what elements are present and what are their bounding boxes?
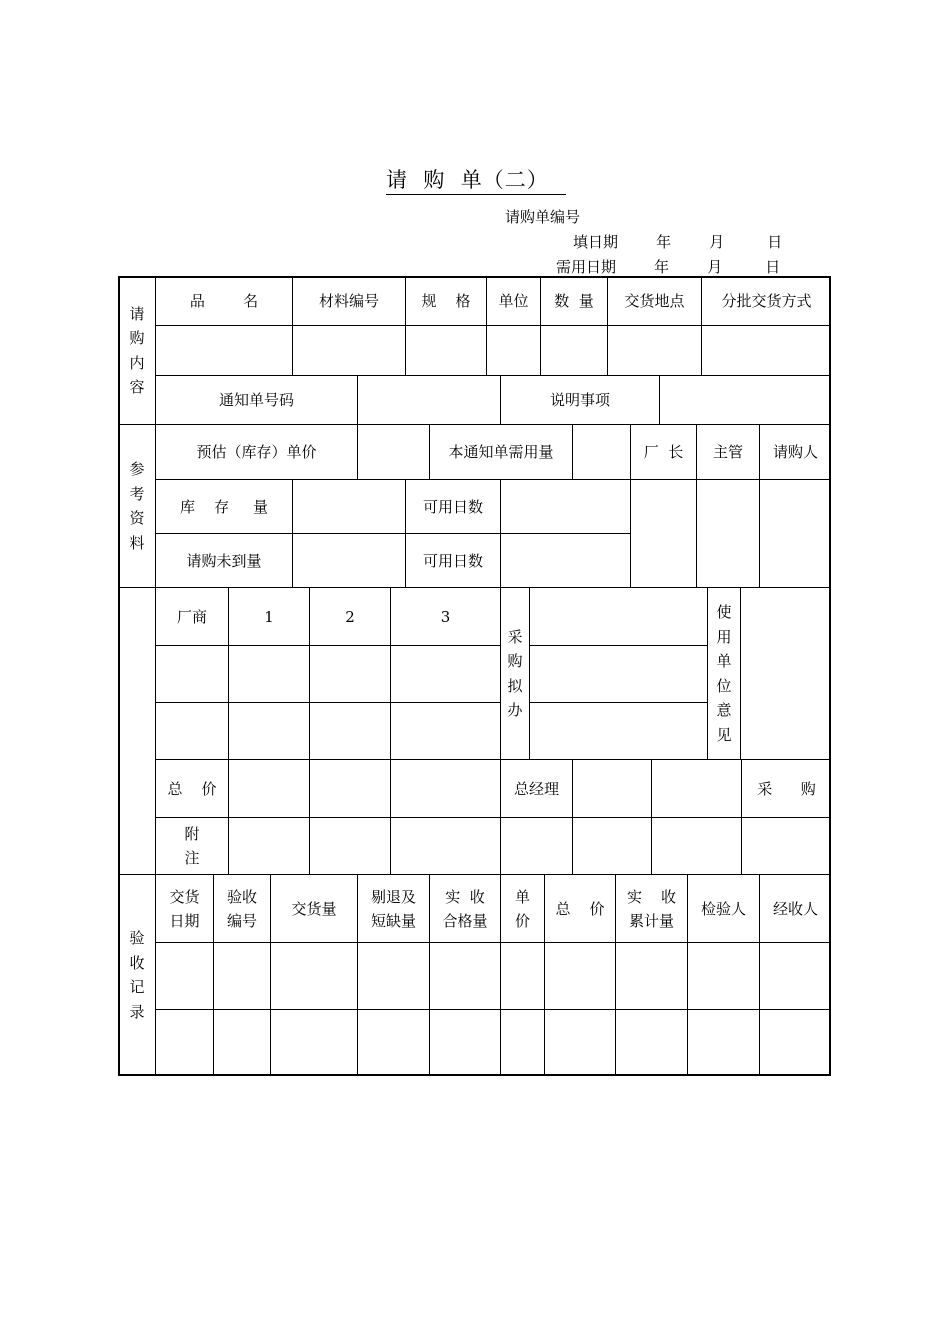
purchase-plan-label: 采 购 拟 办 (507, 627, 523, 719)
usable-days-label-1: 可用日数 (422, 497, 483, 516)
col-cumulative-received: 实 收 累计量 (626, 887, 677, 930)
grid-line-horizontal (155, 325, 831, 326)
user-opinion-label: 使 用 单 位 意 见 (716, 603, 732, 744)
col-delivered-qty: 交货量 (291, 899, 337, 918)
col-material-no: 材料编号 (318, 292, 379, 310)
grid-line-vertical (500, 479, 501, 587)
estimated-price-label: 预估（库存）单价 (196, 443, 317, 461)
vendor-3-label: 3 (440, 607, 451, 626)
grid-line-vertical (572, 424, 573, 479)
col-inspector: 检验人 (700, 899, 746, 918)
needed-quantity-label: 本通知单需用量 (448, 443, 554, 461)
grid-line-horizontal (155, 1009, 831, 1010)
remarks-label: 说明事项 (549, 391, 610, 409)
section-label-acceptance-record: 验 收 记 录 (129, 929, 145, 1021)
vendor-2-label: 2 (345, 607, 355, 626)
col-total-price: 总 价 (555, 899, 605, 918)
total-price-label: 总 价 (167, 779, 217, 798)
grid-line-vertical (659, 375, 660, 424)
col-batch-delivery: 分批交货方式 (721, 292, 812, 310)
section-label-request-content: 请 购 内 容 (129, 304, 145, 396)
col-delivery-date: 交货 日期 (169, 887, 200, 930)
need-date-label: 需用日期 年 月 日 (556, 258, 781, 276)
notice-number-label: 通知单号码 (218, 391, 294, 409)
vendor-label: 厂商 (176, 607, 207, 626)
col-item-name: 品 名 (189, 292, 259, 310)
grid-line-horizontal (155, 759, 831, 760)
note-label: 附 注 (184, 825, 200, 867)
grid-line-horizontal (529, 702, 707, 703)
grid-line-vertical (572, 759, 573, 874)
col-spec: 规 格 (421, 292, 471, 310)
grid-line-horizontal (155, 942, 831, 943)
fill-date-label: 填日期 年 月 日 (573, 233, 783, 251)
stock-quantity-label: 库 存 量 (180, 497, 268, 516)
col-acceptance-no: 验收 编号 (226, 887, 257, 930)
col-unit-price: 单 价 (514, 887, 530, 930)
grid-line-vertical (357, 424, 358, 479)
grid-line-horizontal (529, 645, 707, 646)
grid-line-horizontal (155, 645, 500, 646)
form-number-label: 请购单编号 (505, 208, 581, 226)
section-label-reference: 参 考 资 料 (129, 460, 145, 552)
col-receiver: 经收人 (772, 899, 818, 918)
grid-line-vertical (651, 759, 652, 874)
general-manager-label: 总经理 (513, 779, 559, 798)
usable-days-label-2: 可用日数 (422, 551, 483, 570)
factory-head-label: 厂 长 (643, 443, 684, 461)
grid-line-vertical (529, 587, 530, 759)
grid-line-vertical (357, 375, 358, 424)
grid-line-horizontal (155, 702, 500, 703)
col-unit: 单位 (498, 292, 529, 310)
col-accepted-qty: 实 收 合格量 (442, 887, 488, 930)
page-title: 请 购 单（二） (386, 166, 566, 195)
pending-arrival-label: 请购未到量 (186, 551, 262, 570)
grid-line-vertical (292, 479, 293, 587)
grid-line-horizontal (155, 817, 831, 818)
vendor-1-label: 1 (264, 607, 274, 626)
col-quantity: 数 量 (554, 292, 594, 310)
col-delivery-place: 交货地点 (624, 292, 685, 310)
purchasing-label: 采 购 (757, 779, 816, 798)
requester-label: 请购人 (772, 443, 818, 461)
supervisor-label: 主管 (712, 443, 743, 461)
col-rejected-short-qty: 剔退及 短缺量 (370, 887, 416, 930)
grid-line-vertical (740, 587, 741, 759)
